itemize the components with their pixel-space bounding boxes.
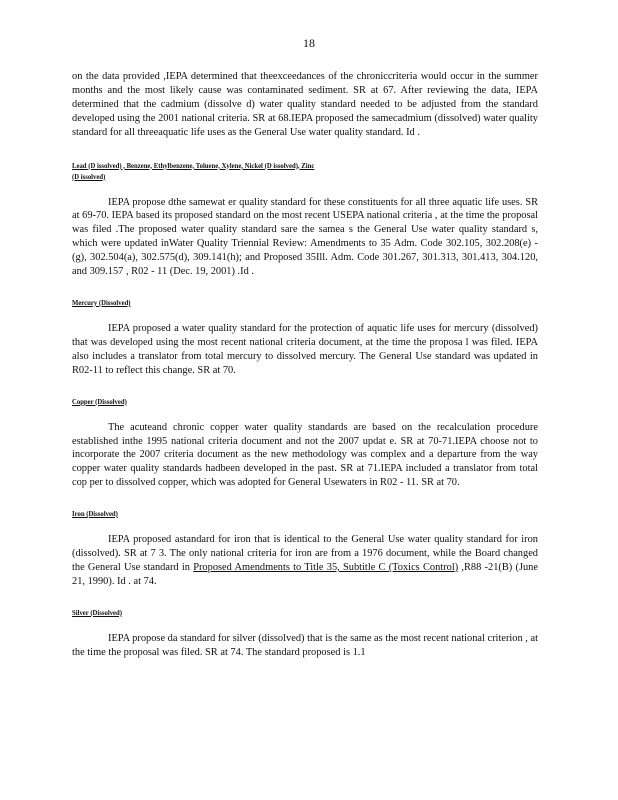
silver-heading: [72, 607, 473, 618]
iron-paragraph-text-2: ,R88 -21(B) (June 21, 1990). Id . at 74.: [72, 561, 538, 587]
mercury-heading: [72, 297, 473, 308]
mercury-heading-text: Mercury (Dissolved): [72, 297, 131, 307]
document-body: [72, 70, 538, 660]
lead-group-paragraph: IEPA propose dthe samewat er quality standard for these constituents for all three aquatic life uses. SR at 69-70. IEPA based its proposed standard on the most recent USEPA national criteria , at the time the proposal was filed .The proposed water quality standard sare the samea s the General Use water quality standard s, which were updated inWater Quality Triennial Review: Amendments to 35 Adm. Code 302.105, 302.208(e) -(g), 302.504(a), 302.575(d), 309.141(h); and Proposed 35Ill. Adm. Code 301.267, 301.313, 301.413, 304.120, and 309.157 , R02 - 11 (Dec. 19, 2001) .Id .: [72, 196, 538, 278]
page-number: 18: [303, 36, 315, 50]
mercury-paragraph: IEPA proposed a water quality standard for the protection of aquatic life uses for mercury (dissolved) that was developed using the most recent national criteria document, at the time the proposa l was filed. IEPA also includes a translator from total mercury to dissolved mercury. The General Use standard was updated in R02-11 to reflect this change. SR at 70.: [72, 322, 538, 376]
iron-heading: [72, 508, 473, 519]
lead-group-heading: [72, 160, 473, 182]
iron-citation-link: Proposed Amendments to Title 35, Subtitle C (Toxics Control): [193, 561, 459, 573]
silver-heading-text: Silver (Dissolved): [72, 607, 122, 617]
iron-paragraph: [72, 533, 538, 589]
lead-group-heading-line1: Lead (D issolved) , Benzene, Ethylbenzene, Toluene, Xylene, Nickel (D issolved), Zinc: [72, 160, 315, 170]
copper-paragraph: The acuteand chronic copper water quality standards are based on the recalculation procedure established inthe 1995 national criteria document and not the 2007 updat e. SR at 70-71.IEPA choose not to incorporate the 2007 criteria document as the new methodology was complex and a departure from the way copper water quality standards hadbeen developed in the past. SR at 71.IEPA included a translator from total cop per to dissolved copper, which was adopted for General Usewaters in R02 - 11. SR at 70.: [72, 421, 538, 489]
iron-paragraph-text-1: IEPA proposed astandard for iron that is identical to the General Use water quality standard for iron (dissolved). SR at 7 3. The only national criteria for iron are from a 1976 document, while the Board changed the General Use standard in: [72, 534, 538, 573]
copper-heading: [72, 396, 473, 407]
copper-heading-text: Copper (Dissolved): [72, 396, 127, 406]
iron-heading-text: Iron (Dissolved): [72, 509, 118, 519]
silver-paragraph: IEPA propose da standard for silver (dissolved) that is the same as the most recent national criterion , at the time the proposal was filed. SR at 74. The standard proposed is 1.1: [72, 632, 538, 658]
intro-paragraph: on the data provided ,IEPA determined that theexceedances of the chroniccriteria would occur in the summer months and the most likely cause was contaminated sediment. SR at 67. After reviewing the data, IEPA determined that the cadmium (dissolve d) water quality standard needed to be adjusted from the standard developed using the 2001 national criteria. SR at 68.IEPA proposed the samecadmium (dissolved) water quality standard for all threeaquatic life uses as the General Use water quality standard. Id .: [72, 71, 538, 138]
lead-group-heading-line2: (D issolved): [72, 171, 106, 181]
